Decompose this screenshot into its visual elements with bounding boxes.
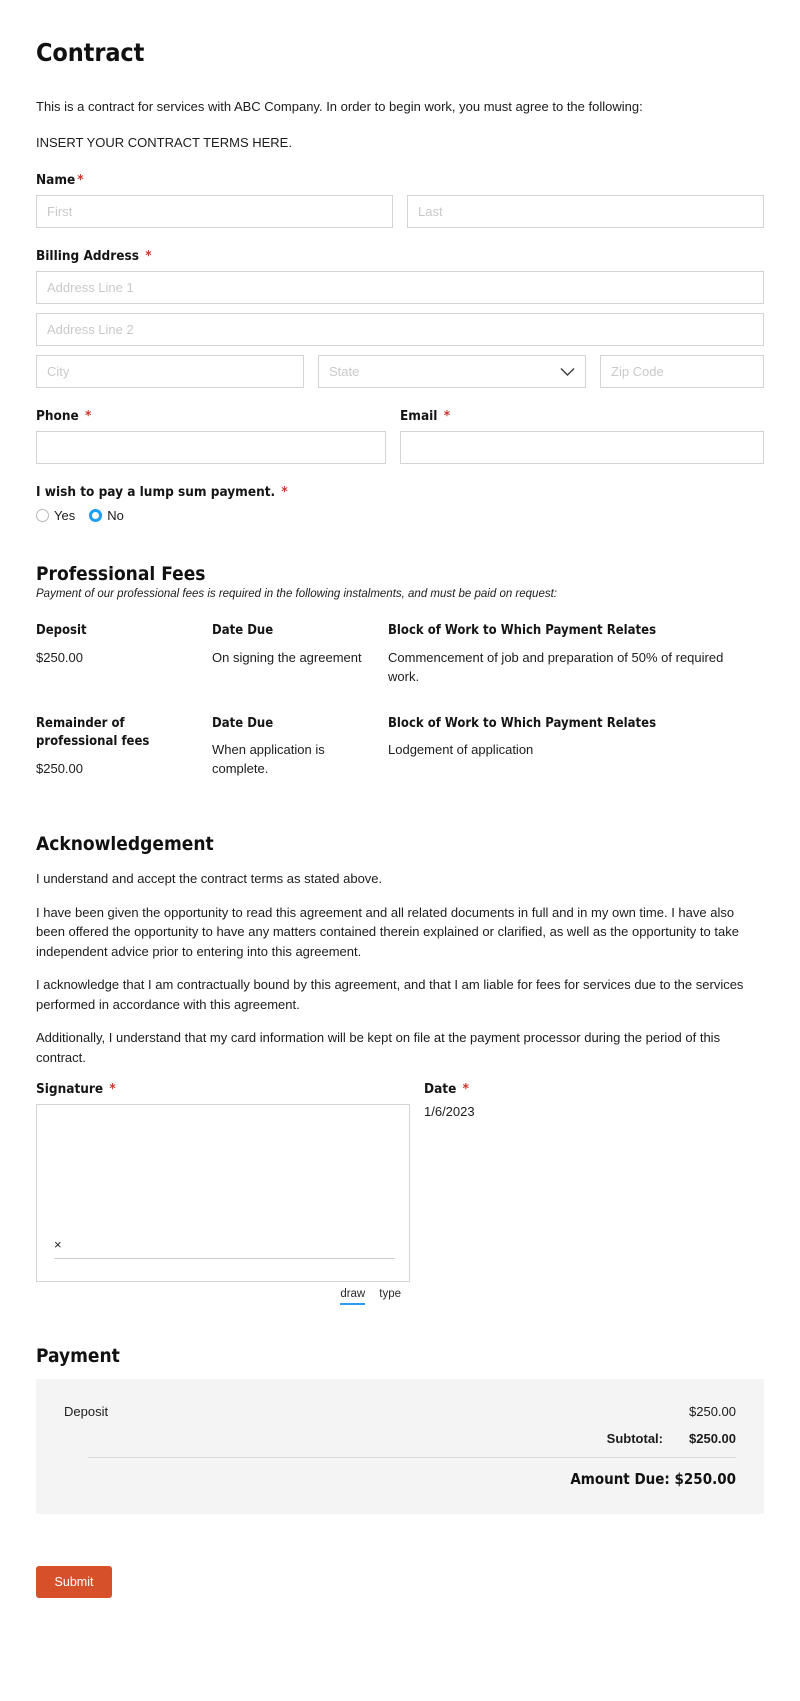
phone-input[interactable] — [36, 431, 386, 464]
name-field-group — [36, 172, 764, 228]
city-state-zip-row — [36, 355, 764, 388]
state-select[interactable] — [318, 355, 586, 388]
date-label — [424, 1081, 764, 1097]
city-input[interactable] — [36, 355, 304, 388]
fee-amount-column — [36, 715, 212, 780]
address-lines — [36, 271, 764, 355]
signature-label — [36, 1081, 410, 1097]
zip-code-input[interactable] — [600, 355, 764, 388]
payment-item-amount: $250.00 — [689, 1404, 736, 1420]
lump-sum-group — [36, 484, 764, 523]
phone-email-row — [36, 408, 764, 464]
professional-fees-title: Professional Fees — [36, 563, 206, 585]
radio-circle-no-icon[interactable] — [89, 509, 102, 522]
payment-summary-panel — [36, 1379, 764, 1514]
fee-block-value: Lodgement of application — [388, 742, 534, 758]
fee-amount-value: $250.00 — [36, 761, 83, 777]
lump-sum-label — [36, 484, 764, 500]
payment-section — [36, 1345, 764, 1514]
email-field-group — [400, 408, 764, 464]
phone-label-text: Phone — [36, 408, 79, 424]
last-name-input[interactable] — [407, 195, 764, 228]
signature-mode-tabs — [36, 1288, 410, 1305]
payment-subtotal-row — [64, 1422, 736, 1446]
name-label-text: Name — [36, 172, 76, 188]
date-group — [410, 1081, 764, 1305]
fee-date-column — [212, 715, 388, 780]
professional-fees-subtitle: Payment of our professional fees is required in the following instalments, and must be paid on request: — [36, 588, 557, 600]
lump-sum-label-text: I wish to pay a lump sum payment. — [36, 484, 276, 500]
subtotal-amount: $250.00 — [689, 1431, 736, 1447]
fee-row — [36, 715, 764, 780]
fee-block-column — [388, 715, 764, 780]
contract-form-page — [0, 38, 800, 1658]
radio-option-no[interactable] — [89, 508, 124, 523]
fee-amount-value: $250.00 — [36, 649, 83, 665]
required-asterisk: * — [109, 1081, 116, 1098]
email-label-text: Email — [400, 408, 438, 424]
spacer — [36, 807, 764, 833]
required-asterisk: * — [145, 248, 152, 264]
page-title: Contract — [36, 38, 145, 67]
email-label — [400, 408, 764, 424]
acknowledgement-paragraph: I have been given the opportunity to read this agreement and all related documents in full and in my own time. I have also been offered the opportunity to have any matters contained therein explained or clarified, as well as the opportunity to take independent advice prior to entering into this agreement. — [36, 904, 739, 959]
spacer — [36, 523, 764, 563]
intro-paragraph-2: INSERT YOUR CONTRACT TERMS HERE. — [36, 134, 292, 150]
fee-date-value: When application is complete. — [212, 742, 325, 777]
required-asterisk: * — [281, 484, 288, 500]
signature-x-mark-icon: × — [54, 1237, 62, 1253]
acknowledgement-paragraph: I understand and accept the contract terms as stated above. — [36, 871, 383, 887]
address-line-1-input[interactable] — [36, 271, 764, 304]
lump-sum-radios — [36, 508, 764, 523]
signature-baseline — [54, 1258, 395, 1259]
fee-amount-header: Remainder of professional fees — [36, 715, 150, 750]
signature-group — [36, 1081, 410, 1305]
signature-label-text: Signature — [36, 1081, 104, 1098]
email-input[interactable] — [400, 431, 764, 464]
fee-row — [36, 622, 764, 687]
fee-amount-column — [36, 622, 212, 687]
phone-label — [36, 408, 386, 424]
required-asterisk: * — [85, 408, 92, 424]
radio-option-yes[interactable] — [36, 508, 75, 523]
state-select-wrapper — [318, 355, 586, 388]
acknowledgement-section — [36, 833, 764, 1067]
required-asterisk: * — [443, 408, 451, 424]
submit-button[interactable]: Submit — [36, 1566, 112, 1598]
name-label — [36, 172, 764, 188]
tab-type[interactable]: type — [379, 1288, 401, 1301]
spacer — [36, 1305, 764, 1345]
fee-block-header: Block of Work to Which Payment Relates — [388, 623, 657, 638]
radio-label-no: No — [107, 508, 124, 523]
fee-date-column — [212, 622, 388, 687]
professional-fees-section — [36, 563, 764, 779]
amount-due-total: Amount Due: $250.00 — [570, 1470, 736, 1489]
fee-block-column — [388, 622, 764, 687]
signature-date-row — [36, 1081, 764, 1305]
required-asterisk: * — [77, 172, 84, 188]
fee-block-value: Commencement of job and preparation of 50% of required work. — [388, 649, 724, 684]
billing-address-label — [36, 248, 764, 264]
intro-paragraph-1: This is a contract for services with ABC Company. In order to begin work, you must agree to the following: — [36, 99, 643, 114]
name-inputs-row — [36, 195, 764, 228]
fee-block-header: Block of Work to Which Payment Relates — [388, 715, 657, 731]
fee-amount-header: Deposit — [36, 623, 87, 638]
payment-title: Payment — [36, 1345, 120, 1368]
fee-date-value: On signing the agreement — [212, 649, 362, 665]
tab-draw[interactable]: draw — [340, 1288, 365, 1305]
first-name-input[interactable] — [36, 195, 393, 228]
fee-date-header: Date Due — [212, 623, 274, 638]
acknowledgement-paragraph: Additionally, I understand that my card information will be kept on file at the payment processor during the period of this contract. — [36, 1030, 721, 1065]
radio-circle-yes-icon[interactable] — [36, 509, 49, 522]
billing-address-label-text: Billing Address — [36, 248, 139, 264]
acknowledgement-title: Acknowledgement — [36, 833, 214, 856]
fee-date-header: Date Due — [212, 715, 274, 731]
radio-label-yes: Yes — [54, 508, 76, 523]
date-label-text: Date — [424, 1081, 457, 1098]
billing-address-group — [36, 248, 764, 388]
required-asterisk: * — [462, 1081, 469, 1098]
address-line-2-input[interactable] — [36, 313, 764, 346]
signature-pad[interactable] — [36, 1104, 410, 1282]
payment-item-label: Deposit — [64, 1404, 109, 1420]
subtotal-label: Subtotal: — [606, 1431, 663, 1447]
payment-divider — [88, 1457, 736, 1458]
date-value: 1/6/2023 — [424, 1104, 475, 1120]
acknowledgement-paragraph: I acknowledge that I am contractually bound by this agreement, and that I am liable for fees for services due to the services performed in accordance with this agreement. — [36, 977, 744, 1012]
phone-field-group — [36, 408, 386, 464]
payment-line-item — [64, 1401, 736, 1422]
spacer — [108, 1404, 689, 1419]
